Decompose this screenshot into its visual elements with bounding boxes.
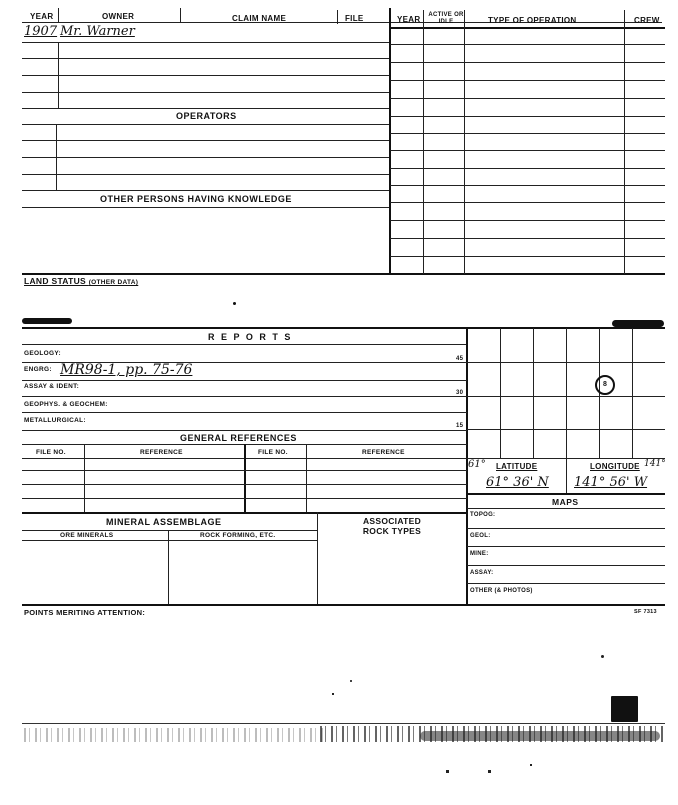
- land-status-title: LAND STATUS: [24, 276, 87, 286]
- header-file: FILE: [345, 14, 364, 23]
- speck: [601, 655, 604, 658]
- report-geophys: GEOPHYS. & GEOCHEM:: [24, 401, 108, 408]
- location-grid: [467, 328, 665, 458]
- latitude-label: LATITUDE: [496, 462, 538, 471]
- report-margin-30: 30: [456, 390, 464, 396]
- header-year: YEAR: [30, 12, 54, 21]
- map-assay: ASSAY:: [470, 570, 494, 576]
- ref-col-reference-2: REFERENCE: [362, 449, 405, 456]
- longitude-value: 141° 56' W: [574, 475, 648, 490]
- mineral-assemblage-heading: MINERAL ASSEMBLAGE: [106, 517, 222, 527]
- form-id: SF 7313: [634, 609, 657, 615]
- maps-heading: MAPS: [552, 497, 579, 507]
- land-status-label: [24, 276, 138, 288]
- speck: [488, 770, 491, 773]
- grid-marker-label: 8: [603, 381, 607, 388]
- latitude-degree-prefix: 61°: [468, 459, 486, 470]
- points-meriting-attention: POINTS MERITING ATTENTION:: [24, 608, 146, 617]
- report-assay: ASSAY & IDENT:: [24, 383, 80, 390]
- map-topog: TOPOG:: [470, 512, 496, 518]
- speck: [530, 764, 532, 766]
- header-claim-name: CLAIM NAME: [232, 14, 287, 23]
- entry-year: 1907: [24, 24, 58, 39]
- header-active-or-idle: ACTIVE OR IDLE: [428, 12, 464, 25]
- ink-smudge-right: [612, 320, 664, 327]
- ref-col-reference-1: REFERENCE: [140, 449, 183, 456]
- speck: [233, 302, 236, 305]
- longitude-degree-suffix: 141°: [644, 459, 666, 469]
- reports-heading: R E P O R T S: [208, 332, 293, 342]
- report-engrg: ENGRG:: [24, 366, 52, 373]
- other-persons-heading: OTHER PERSONS HAVING KNOWLEDGE: [100, 194, 292, 204]
- report-metallurgical: METALLURGICAL:: [24, 417, 86, 424]
- header-crew: CREW: [634, 16, 660, 25]
- ref-col-file-no-2: FILE NO.: [258, 449, 288, 456]
- associated-rock-types-heading: ASSOCIATED ROCK TYPES: [362, 516, 422, 536]
- ref-col-file-no-1: FILE NO.: [36, 449, 66, 456]
- latitude-value: 61° 36' N: [486, 475, 549, 490]
- ink-smudge-left: [22, 318, 72, 324]
- report-margin-45: 45: [456, 356, 464, 362]
- header-owner: OWNER: [102, 12, 135, 21]
- ore-minerals-label: ORE MINERALS: [60, 532, 114, 539]
- map-other: OTHER (& PHOTOS): [470, 588, 533, 594]
- scan-noise-band-1: [24, 728, 324, 742]
- speck: [332, 693, 334, 695]
- scan-dark-streak: [420, 731, 660, 741]
- general-references-heading: GENERAL REFERENCES: [180, 433, 297, 443]
- speck: [350, 680, 352, 682]
- header-type-of-operation: TYPE OF OPERATION: [488, 16, 577, 25]
- header-year-2: YEAR: [397, 15, 421, 24]
- scan-black-square: [611, 696, 638, 722]
- map-geol: GEOL:: [470, 533, 491, 539]
- map-mine: MINE:: [470, 551, 489, 557]
- longitude-label: LONGITUDE: [590, 462, 640, 471]
- report-geology: GEOLOGY:: [24, 350, 61, 357]
- rock-forming-label: ROCK FORMING, ETC.: [200, 532, 276, 539]
- report-engrg-value: MR98-1, pp. 75-76: [60, 362, 193, 378]
- grid-marker-circle: [595, 375, 615, 395]
- operators-heading: OPERATORS: [176, 111, 237, 121]
- entry-owner: Mr. Warner: [60, 24, 135, 39]
- report-margin-15: 15: [456, 423, 464, 429]
- speck: [446, 770, 449, 773]
- land-status-sub: (OTHER DATA): [88, 279, 139, 286]
